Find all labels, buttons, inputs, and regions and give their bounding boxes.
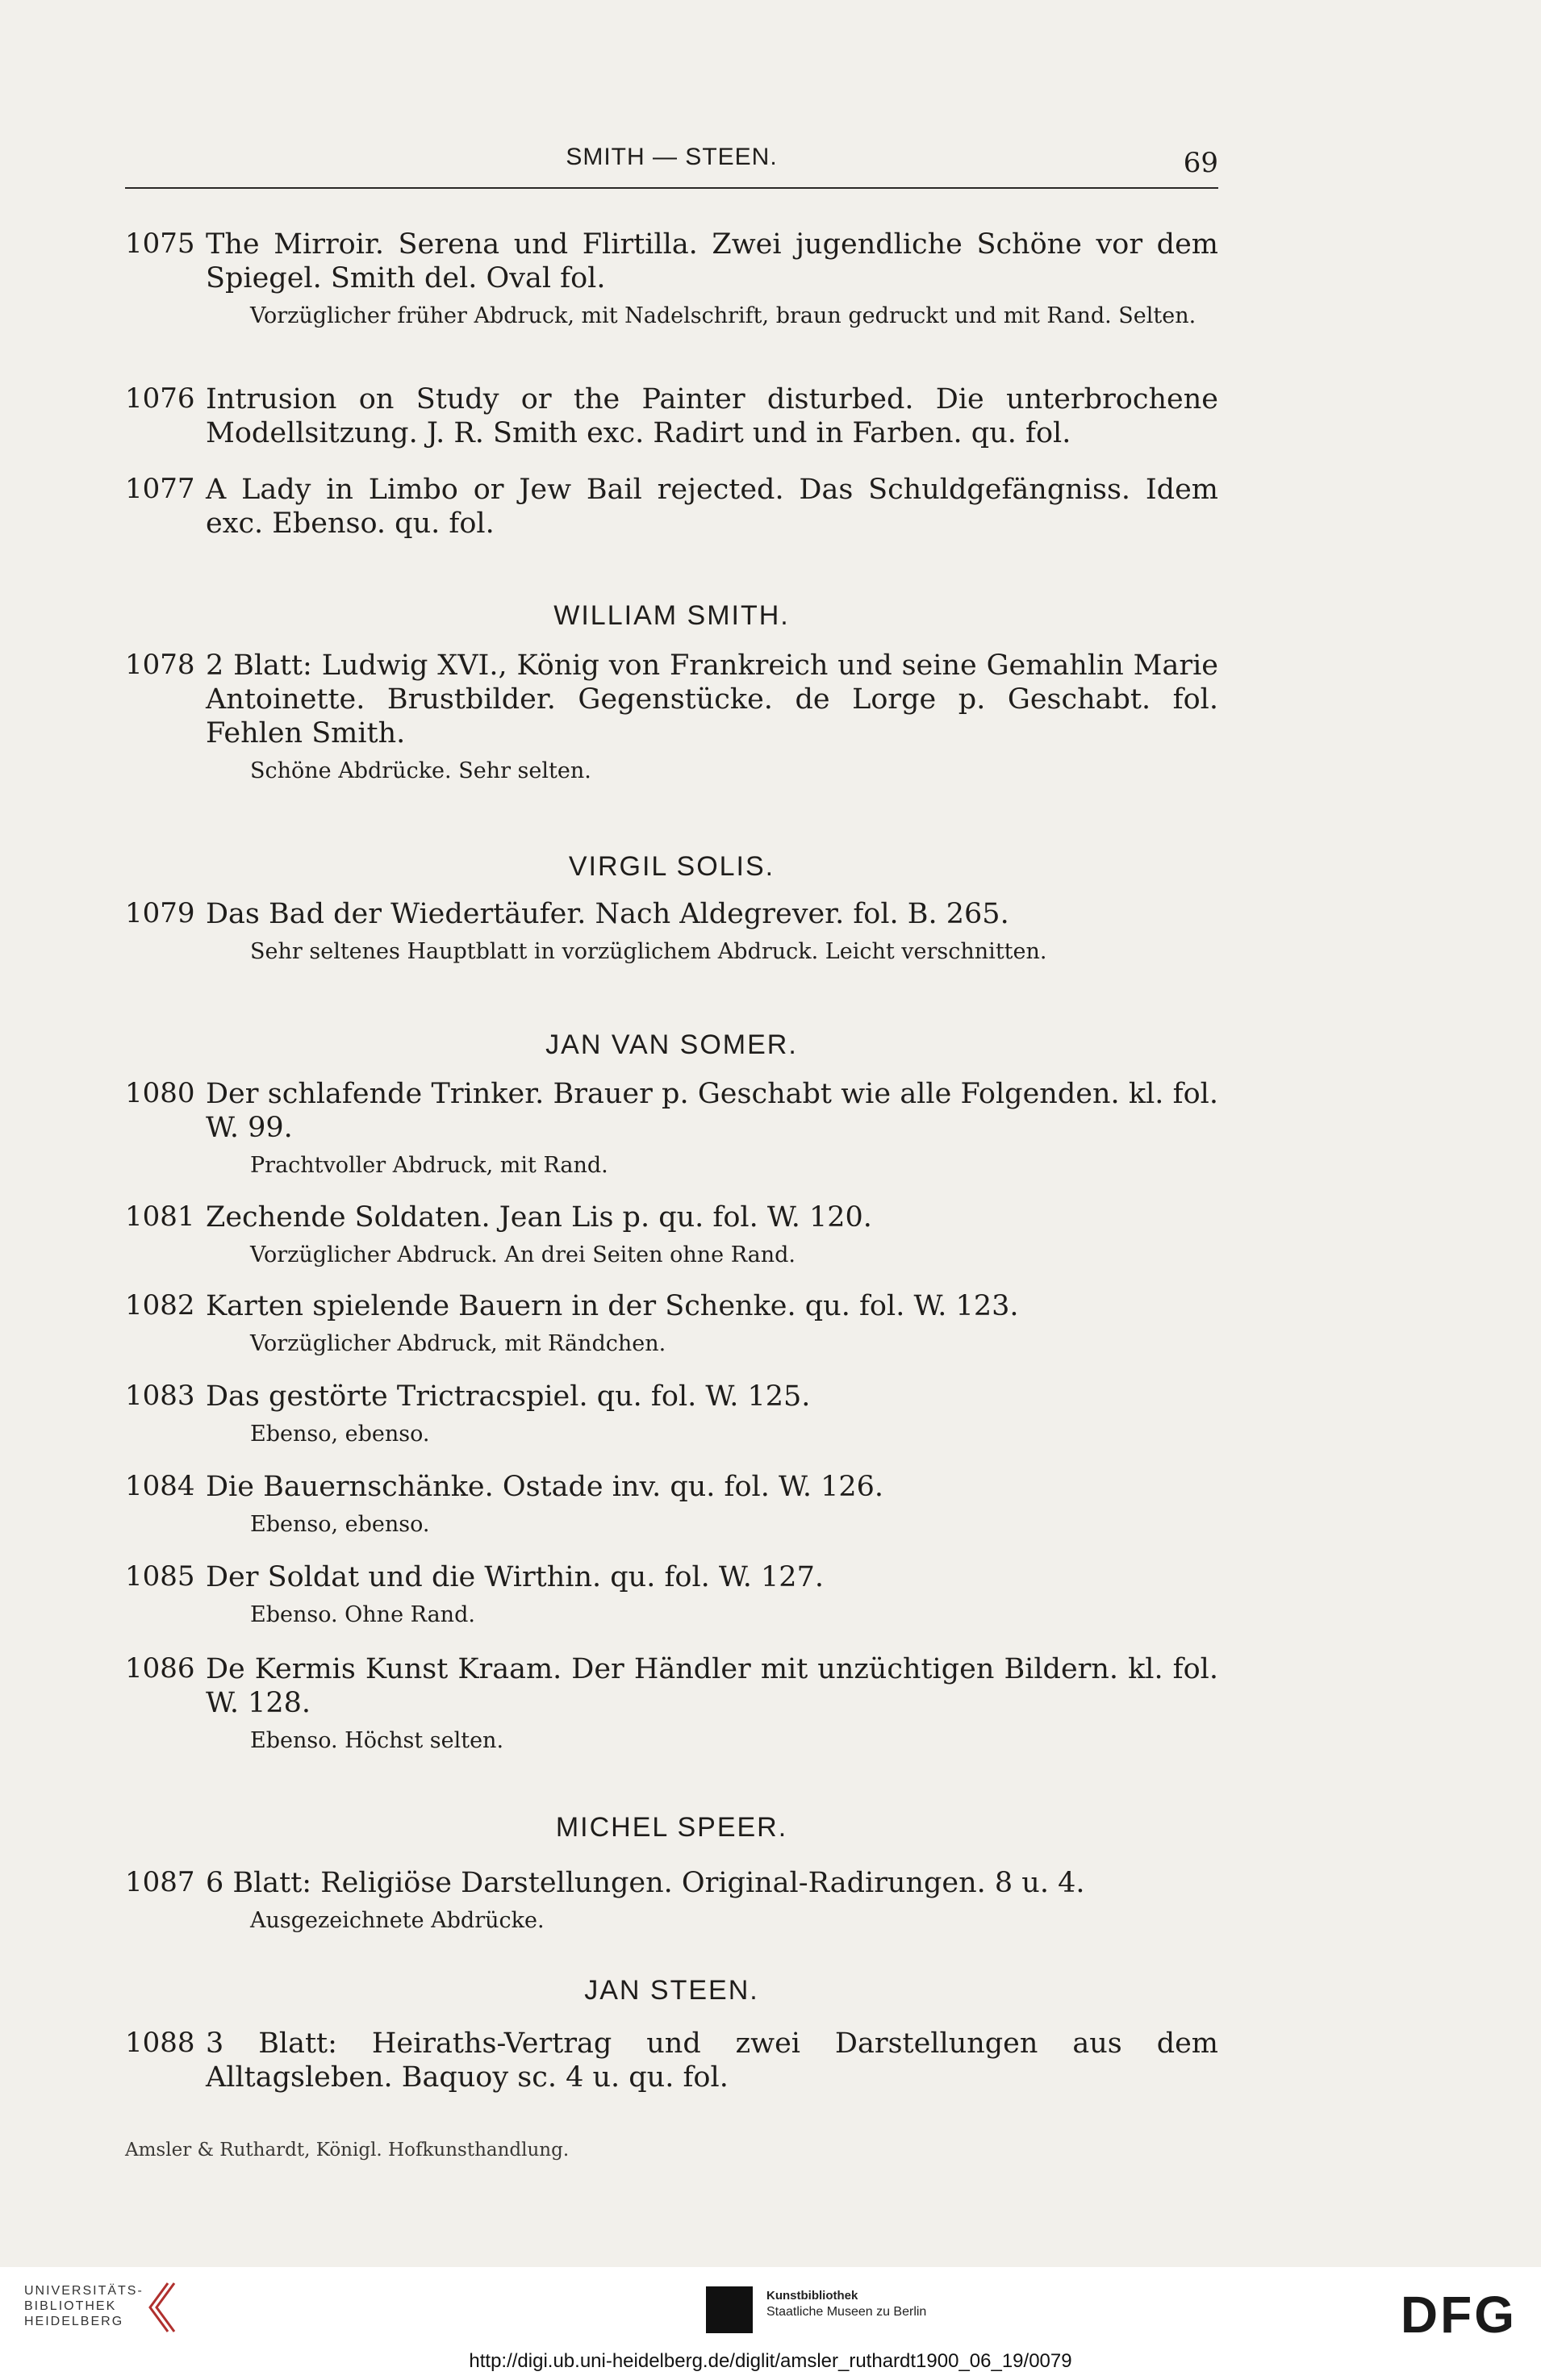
- entry-number: 1082: [125, 1289, 195, 1322]
- catalog-entry-1082: [125, 1289, 1218, 1359]
- catalog-entry-1081: [125, 1200, 1218, 1270]
- section-heading-michel-speer: MICHEL SPEER.: [555, 1812, 788, 1843]
- entry-note: Schöne Abdrücke. Sehr selten.: [250, 758, 591, 783]
- university-line-1: UNIVERSITÄTS-: [24, 2284, 144, 2298]
- entry-number: 1088: [125, 2027, 195, 2059]
- entry-number: 1081: [125, 1200, 195, 1233]
- catalog-entry-1078: [125, 649, 1218, 786]
- entry-number: 1084: [125, 1470, 195, 1502]
- header-rule: [125, 187, 1218, 189]
- section-heading-william-smith: WILLIAM SMITH.: [553, 600, 790, 631]
- section-heading-virgil-solis: VIRGIL SOLIS.: [568, 851, 775, 882]
- entry-number: 1086: [125, 1652, 195, 1685]
- catalog-entry-1077: [125, 473, 1218, 541]
- entry-number: 1087: [125, 1866, 195, 1898]
- catalog-entry-1083: [125, 1380, 1218, 1449]
- entry-number: 1078: [125, 649, 195, 681]
- entry-text: Das Bad der Wiedertäufer. Nach Aldegrever. fol. B. 265.: [206, 898, 1009, 930]
- entry-number: 1080: [125, 1077, 195, 1109]
- catalog-entry-1080: [125, 1077, 1218, 1180]
- catalog-entry-1088: [125, 2027, 1218, 2094]
- entry-note: Ebenso. Höchst selten.: [250, 1728, 504, 1753]
- entry-text: 3 Blatt: Heiraths-Vertrag und zwei Darstellungen aus dem Alltagsleben. Baquoy sc. 4 u. qu. fol.: [206, 2027, 1218, 2094]
- catalog-entry-1076: [125, 382, 1218, 450]
- permalink-url[interactable]: http://digi.ub.uni-heidelberg.de/diglit/amsler_ruthardt1900_06_19/0079: [469, 2350, 1072, 2372]
- catalog-entry-1079: [125, 897, 1218, 967]
- catalog-entry-1084: [125, 1470, 1218, 1539]
- running-head-title: SMITH — STEEN.: [566, 144, 778, 170]
- entry-note: Ausgezeichnete Abdrücke.: [250, 1908, 545, 1933]
- entry-text: Das gestörte Trictracspiel. qu. fol. W. 125.: [206, 1380, 811, 1413]
- entry-text: 6 Blatt: Religiöse Darstellungen. Original-Radirungen. 8 u. 4.: [206, 1867, 1085, 1899]
- entry-text: A Lady in Limbo or Jew Bail rejected. Das Schuldgefängniss. Idem exc. Ebenso. qu. fol.: [206, 474, 1218, 540]
- running-head: [125, 144, 1218, 179]
- catalog-entry-1086: [125, 1652, 1218, 1756]
- entry-text: Intrusion on Study or the Painter disturbed. Die unterbrochene Modellsitzung. J. R. Smith exc. Radirt und in Farben. qu. fol.: [206, 383, 1218, 449]
- entry-text: Die Bauernschänke. Ostade inv. qu. fol. W. 126.: [206, 1471, 884, 1503]
- entry-number: 1083: [125, 1380, 195, 1412]
- entry-text: De Kermis Kunst Kraam. Der Händler mit unzüchtigen Bildern. kl. fol. W. 128.: [206, 1653, 1218, 1719]
- entry-number: 1079: [125, 897, 195, 929]
- section-heading-jan-van-somer: JAN VAN SOMER.: [545, 1029, 798, 1060]
- entry-note: Prachtvoller Abdruck, mit Rand.: [250, 1153, 608, 1178]
- university-logo-icon: [144, 2280, 179, 2335]
- university-line-3: HEIDELBERG: [24, 2315, 124, 2328]
- catalog-entry-1085: [125, 1560, 1218, 1630]
- kunstbibliothek-logo-icon: [706, 2286, 753, 2333]
- entry-text: Der Soldat und die Wirthin. qu. fol. W. 127.: [206, 1561, 824, 1593]
- dfg-logo: DFG: [1400, 2286, 1517, 2344]
- entry-number: 1075: [125, 228, 195, 260]
- university-library-name: [24, 2283, 144, 2329]
- digitization-footer: [0, 2267, 1541, 2380]
- catalog-entry-1087: [125, 1866, 1218, 1935]
- entry-note: Sehr seltenes Hauptblatt in vorzüglichem Abdruck. Leicht verschnitten.: [250, 939, 1047, 964]
- entry-note: Ebenso, ebenso.: [250, 1512, 430, 1537]
- entry-note: Ebenso. Ohne Rand.: [250, 1602, 475, 1627]
- entry-text: Zechende Soldaten. Jean Lis p. qu. fol. W. 120.: [206, 1201, 872, 1234]
- kunstbibliothek-name: Kunstbibliothek: [766, 2289, 858, 2303]
- publisher-line: Amsler & Ruthardt, Königl. Hofkunsthandlung.: [125, 2140, 570, 2161]
- staatliche-museen-name: Staatliche Museen zu Berlin: [766, 2305, 927, 2319]
- kunstbibliothek-label: [766, 2288, 926, 2320]
- entry-note: Vorzüglicher Abdruck. An drei Seiten ohne Rand.: [250, 1242, 796, 1267]
- entry-text: Der schlafende Trinker. Brauer p. Geschabt wie alle Folgenden. kl. fol. W. 99.: [206, 1078, 1218, 1144]
- entry-note: Ebenso, ebenso.: [250, 1422, 430, 1447]
- page-number: 69: [1183, 147, 1218, 179]
- entry-note: Vorzüglicher Abdruck, mit Rändchen.: [250, 1331, 666, 1356]
- entry-number: 1077: [125, 473, 195, 505]
- entry-text: 2 Blatt: Ludwig XVI., König von Frankreich und seine Gemahlin Marie Antoinette. Brustbilder. Gegenstücke. de Lorge p. Geschabt. fol. Fehlen Smith.: [206, 649, 1218, 749]
- university-line-2: BIBLIOTHEK: [24, 2299, 117, 2313]
- entry-text: The Mirroir. Serena und Flirtilla. Zwei jugendliche Schöne vor dem Spiegel. Smith del. Oval fol.: [206, 228, 1218, 294]
- entry-text: Karten spielende Bauern in der Schenke. qu. fol. W. 123.: [206, 1290, 1019, 1322]
- catalog-entry-1075: [125, 228, 1218, 331]
- entry-number: 1085: [125, 1560, 195, 1593]
- entry-number: 1076: [125, 382, 195, 415]
- section-heading-jan-steen: JAN STEEN.: [584, 1975, 759, 2006]
- entry-note: Vorzüglicher früher Abdruck, mit Nadelschrift, braun gedruckt und mit Rand. Selten.: [250, 303, 1196, 328]
